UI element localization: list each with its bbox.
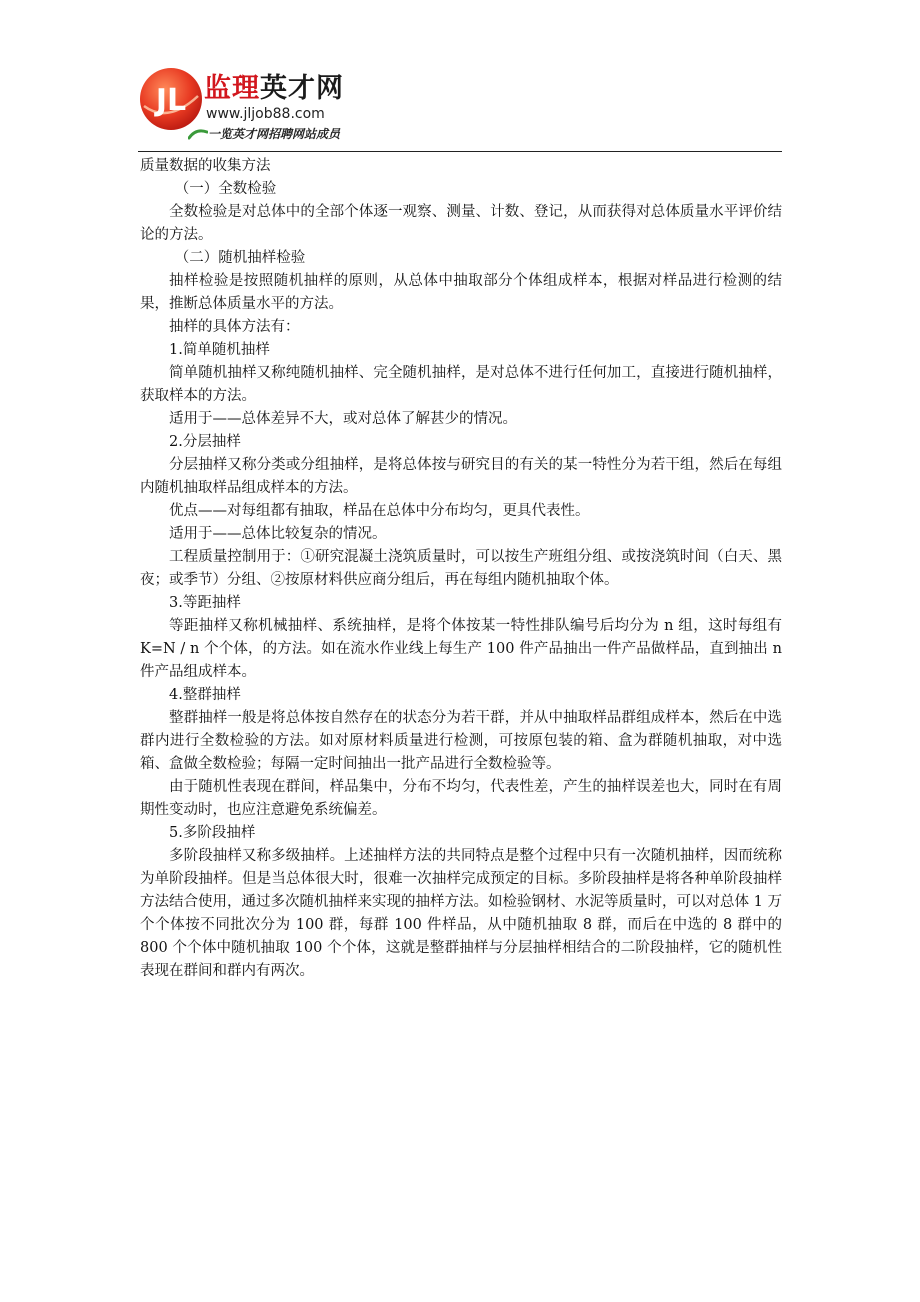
paragraph: 抽样检验是按照随机抽样的原则，从总体中抽取部分个体组成样本，根据对样品进行检测的结果，推断总体质量水平的方法。 bbox=[140, 273, 782, 312]
paragraph: 等距抽样又称机械抽样、系统抽样，是将个体按某一特性排队编号后均分为 n 组，这时每组有 K=N / n 个个体，的方法。如在流水作业线上每生产 100 件产品抽出一件产品做样品，直到抽出 n 件产品组成样本。 bbox=[140, 618, 782, 680]
section-heading: （一）全数检验 bbox=[174, 181, 277, 197]
paragraph: 由于随机性表现在群间，样品集中，分布不均匀，代表性差，产生的抽样误差也大，同时在有周期性变动时，也应注意避免系统偏差。 bbox=[140, 779, 782, 818]
site-header bbox=[138, 62, 782, 152]
brand-name bbox=[204, 74, 344, 104]
paragraph: 适用于——总体差异不大，或对总体了解甚少的情况。 bbox=[169, 411, 517, 427]
paragraph: 简单随机抽样又称纯随机抽样、完全随机抽样，是对总体不进行任何加工，直接进行随机抽样，获取样本的方法。 bbox=[140, 365, 782, 404]
paragraph: 整群抽样一般是将总体按自然存在的状态分为若干群，并从中抽取样品群组成样本，然后在中选群内进行全数检验的方法。如对原材料质量进行检测，可按原包装的箱、盒为群随机抽取，对中选箱、盒做全数检验；每隔一定时间抽出一批产品进行全数检验等。 bbox=[140, 710, 782, 772]
site-url: www.jljob88.com bbox=[206, 106, 325, 122]
paragraph: 2.分层抽样 bbox=[169, 434, 241, 450]
paragraph: 5.多阶段抽样 bbox=[169, 825, 256, 841]
paragraph: 适用于——总体比较复杂的情况。 bbox=[169, 526, 387, 542]
paragraph: 多阶段抽样又称多级抽样。上述抽样方法的共同特点是整个过程中只有一次随机抽样，因而统称为单阶段抽样。但是当总体很大时，很难一次抽样完成预定的目标。多阶段抽样是将各种单阶段抽样方法结合使用，通过多次随机抽样来实现的抽样方法。如检验钢材、水泥等质量时，可以对总体 1 万个个体按不同批次分为 100 群，每群 100 件样品，从中随机抽取 8 群，而后在中选的 8 群中的 800 个个体中随机抽取 100 个个体，这就是整群抽样与分层抽样相结合的二阶段抽样，它的随机性表现在群间和群内有两次。 bbox=[140, 848, 782, 979]
paragraph: 1.简单随机抽样 bbox=[169, 342, 270, 358]
paragraph: 4.整群抽样 bbox=[169, 687, 241, 703]
paragraph: 工程质量控制用于：①研究混凝土浇筑质量时，可以按生产班组分组、或按浇筑时间（白天、黑夜；或季节）分组、②按原材料供应商分组后，再在每组内随机抽取个体。 bbox=[140, 549, 782, 588]
document-body bbox=[140, 155, 782, 983]
section-heading: （二）随机抽样检验 bbox=[174, 250, 306, 266]
brand-name-part1: 监理 bbox=[204, 73, 260, 104]
site-slogan: 一览英才网招聘网站成员 bbox=[208, 127, 341, 141]
logo-mark-text: JL bbox=[155, 83, 187, 118]
paragraph: 优点——对每组都有抽取，样品在总体中分布均匀，更具代表性。 bbox=[169, 503, 590, 519]
paragraph-list bbox=[140, 178, 782, 983]
jl-logo-icon bbox=[138, 66, 204, 132]
paragraph: 分层抽样又称分类或分组抽样，是将总体按与研究目的有关的某一特性分为若干组，然后在每组内随机抽取样品组成样本的方法。 bbox=[140, 457, 782, 496]
brand-name-part2: 英才网 bbox=[260, 73, 344, 104]
paragraph: 3.等距抽样 bbox=[169, 595, 241, 611]
paragraph: 全数检验是对总体中的全部个体逐一观察、测量、计数、登记，从而获得对总体质量水平评价结论的方法。 bbox=[140, 204, 782, 243]
swoosh-icon bbox=[188, 128, 208, 140]
header-divider bbox=[138, 151, 782, 152]
document-title: 质量数据的收集方法 bbox=[140, 158, 271, 174]
paragraph: 抽样的具体方法有： bbox=[169, 319, 300, 335]
